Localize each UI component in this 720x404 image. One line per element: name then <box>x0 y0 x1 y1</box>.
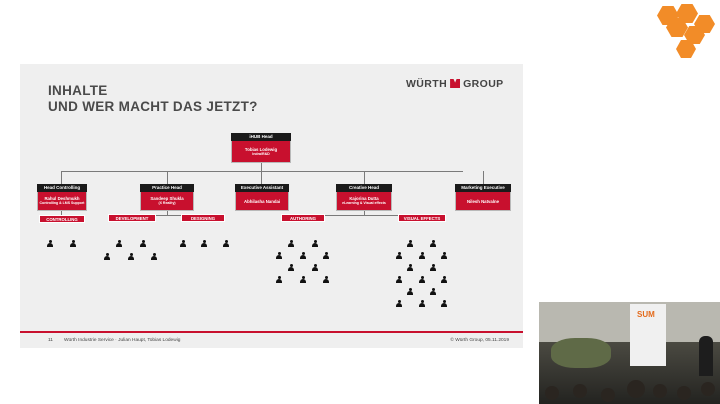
person-detail: Controlling & LMS Support <box>39 201 85 205</box>
connector-line <box>61 171 463 172</box>
connector-line <box>483 171 484 184</box>
person-detail: (X Reality) <box>158 201 176 205</box>
logo-text-right: GROUP <box>463 78 504 90</box>
person-block <box>232 141 290 162</box>
person-icon <box>419 300 425 307</box>
person-icon <box>396 276 402 283</box>
wurth-mark-icon <box>450 79 460 88</box>
slide-footer <box>20 331 523 348</box>
page-number: 11 <box>48 338 53 343</box>
person-icon <box>223 240 229 247</box>
slide-title <box>48 83 258 115</box>
person-name: Sandeep Shukla <box>150 196 184 201</box>
role-label: Creative Head <box>336 184 392 192</box>
person-icon <box>419 252 425 259</box>
role-label: Marketing Executive <box>455 184 511 192</box>
person-icon <box>430 240 436 247</box>
person-detail: Indra/R&D <box>252 151 270 156</box>
person-icon <box>441 276 447 283</box>
video-audience-heads <box>543 372 718 404</box>
person-icon <box>300 252 306 259</box>
speaker-video-feed <box>539 302 720 404</box>
person-icon <box>419 276 425 283</box>
person-icon <box>396 300 402 307</box>
person-icon <box>47 240 53 247</box>
person-icon <box>288 240 294 247</box>
role-label: Practice Head <box>140 184 194 192</box>
person-name: Abhilasha Nandai <box>243 198 281 204</box>
person-icon <box>70 240 76 247</box>
person-name: Nilesh Natvalne <box>466 198 499 204</box>
person-block <box>236 192 288 210</box>
hexagon-logo-icon <box>654 4 716 62</box>
person-name: Rahul Deshmukh <box>44 196 80 201</box>
person-icon <box>323 252 329 259</box>
slide <box>20 64 523 348</box>
person-block <box>456 192 510 210</box>
org-box-marketing <box>455 184 511 211</box>
person-icon <box>140 240 146 247</box>
subgroup-controlling: CONTROLLING <box>39 215 85 223</box>
subgroup-visual-effects: VISUAL EFFECTS <box>398 214 446 222</box>
role-label: Head Controlling <box>37 184 87 192</box>
footer-text: Würth Industrie Service · Julian Haupt, Tobias Lodewig <box>64 338 181 343</box>
person-block <box>141 192 193 210</box>
person-icon <box>116 240 122 247</box>
person-icon <box>104 253 110 260</box>
person-icon <box>407 288 413 295</box>
org-box-controlling <box>37 184 87 211</box>
person-icon <box>430 264 436 271</box>
person-icon <box>151 253 157 260</box>
person-icon <box>396 252 402 259</box>
person-name: Kajorina Dutta <box>349 196 379 201</box>
person-icon <box>288 264 294 271</box>
person-icon <box>128 253 134 260</box>
org-box-executive-assistant <box>235 184 289 211</box>
video-tree <box>551 338 611 368</box>
role-label: iHUB Head <box>231 133 291 141</box>
connector-line <box>261 171 262 184</box>
connector-line <box>61 171 62 184</box>
title-line-2: UND WER MACHT DAS JETZT? <box>48 99 258 114</box>
footer-copyright: © Würth Group, 05.11.2019 <box>450 338 509 343</box>
video-speaker <box>699 336 713 376</box>
connector-line <box>261 163 262 171</box>
video-banner-text: SUM <box>637 310 655 319</box>
person-icon <box>441 252 447 259</box>
subgroup-development: DEVELOPMENT <box>108 214 156 222</box>
role-label: Executive Assistant <box>235 184 289 192</box>
person-icon <box>323 276 329 283</box>
person-name: Tobias Lodewig <box>244 146 278 152</box>
person-icon <box>300 276 306 283</box>
person-block <box>38 192 86 210</box>
person-icon <box>276 252 282 259</box>
person-icon <box>201 240 207 247</box>
person-block <box>337 192 391 210</box>
person-icon <box>312 240 318 247</box>
person-icon <box>312 264 318 271</box>
person-detail: eLearning & Visual effects <box>342 201 386 205</box>
person-icon <box>276 276 282 283</box>
person-icon <box>430 288 436 295</box>
wurth-group-logo <box>406 78 504 90</box>
person-icon <box>407 264 413 271</box>
org-box-practice <box>140 184 194 211</box>
connector-line <box>364 171 365 184</box>
title-line-1: INHALTE <box>48 83 108 98</box>
person-icon <box>441 300 447 307</box>
person-icon <box>407 240 413 247</box>
org-box-creative <box>336 184 392 211</box>
org-box-head <box>231 133 291 163</box>
subgroup-authoring: AUTHORING <box>281 214 325 222</box>
connector-line <box>167 171 168 184</box>
person-icon <box>180 240 186 247</box>
logo-text-left: WÜRTH <box>406 78 448 90</box>
subgroup-designing: DESIGNING <box>181 214 225 222</box>
